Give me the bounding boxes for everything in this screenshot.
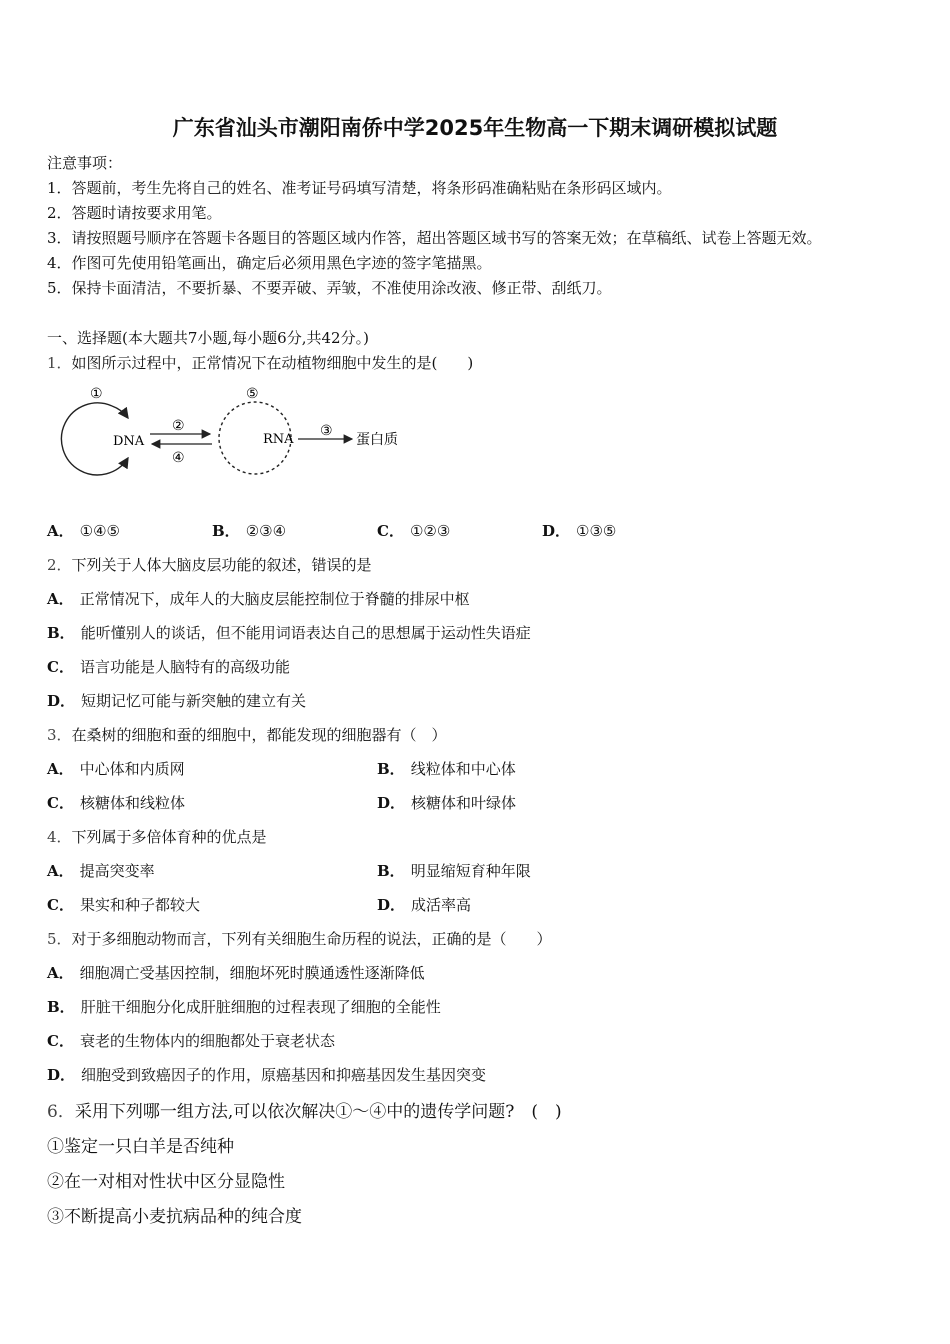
circle-4-label: ④ (172, 450, 185, 466)
circle-5-label: ⑤ (246, 386, 259, 402)
notice-item: 2．答题时请按要求用笔。 (47, 204, 222, 222)
question-6-item: ②在一对相对性状中区分显隐性 (47, 1172, 285, 1192)
dna-label: DNA (113, 434, 145, 449)
option-d[interactable]: D． 短期记忆可能与新突触的建立有关 (47, 692, 307, 710)
option-c[interactable]: C． ①②③ (377, 522, 451, 540)
rna-label: RNA (263, 432, 294, 447)
option-a[interactable]: A． 正常情况下，成年人的大脑皮层能控制位于脊髓的排尿中枢 (47, 590, 470, 608)
option-b[interactable]: B． 线粒体和中心体 (377, 760, 516, 778)
circle-3-label: ③ (320, 423, 333, 439)
question-2: 2．下列关于人体大脑皮层功能的叙述，错误的是 (47, 556, 372, 574)
notice-item: 3．请按照题号顺序在答题卡各题目的答题区域内作答，超出答题区域书写的答案无效；在草稿纸、试卷上答题无效。 (47, 229, 822, 247)
question-6-item: ①鉴定一只白羊是否纯种 (47, 1137, 234, 1157)
central-dogma-diagram (50, 378, 420, 488)
option-d[interactable]: D． ①③⑤ (542, 522, 617, 540)
question-stem: 如图所示过程中，正常情况下在动植物细胞中发生的是( ) (71, 354, 474, 372)
option-a[interactable]: A． 提高突变率 (47, 862, 155, 880)
question-number: 1． (47, 354, 72, 372)
option-a[interactable]: A． 中心体和内质网 (47, 760, 185, 778)
option-b[interactable]: B． 明显缩短育种年限 (377, 862, 531, 880)
option-b[interactable]: B． 能听懂别人的谈话，但不能用词语表达自己的思想属于运动性失语症 (47, 624, 531, 642)
protein-label: 蛋白质 (356, 432, 398, 448)
question-1 (47, 352, 473, 373)
option-c[interactable]: C． 果实和种子都较大 (47, 896, 200, 914)
option-c[interactable]: C． 衰老的生物体内的细胞都处于衰老状态 (47, 1032, 335, 1050)
option-a[interactable]: A． ①④⑤ (47, 522, 120, 540)
page-title: 广东省汕头市潮阳南侨中学2025年生物高一下期末调研模拟试题 (172, 116, 778, 140)
notice-item: 5．保持卡面清洁，不要折暴、不要弄破、弄皱，不准使用涂改液、修正带、刮纸刀。 (47, 279, 612, 297)
circle-2-label: ② (172, 418, 185, 434)
question-6: 6．采用下列哪一组方法,可以依次解决①～④中的遗传学问题? ( ) (47, 1102, 562, 1122)
notice-item: 4．作图可先使用铅笔画出，确定后必须用黑色字迹的签字笔描黑。 (47, 254, 492, 272)
option-c[interactable]: C． 语言功能是人脑特有的高级功能 (47, 658, 290, 676)
option-c[interactable]: C． 核糖体和线粒体 (47, 794, 185, 812)
circle-1-label: ① (90, 386, 103, 402)
question-4: 4．下列属于多倍体育种的优点是 (47, 828, 267, 846)
option-a[interactable]: A． 细胞凋亡受基因控制，细胞坏死时膜通透性逐渐降低 (47, 964, 425, 982)
question-6-item: ③不断提高小麦抗病品种的纯合度 (47, 1207, 302, 1227)
section-heading: 一、选择题(本大题共7小题,每小题6分,共42分。) (47, 329, 369, 347)
question-5: 5．对于多细胞动物而言，下列有关细胞生命历程的说法，正确的是（ ） (47, 930, 552, 948)
option-d[interactable]: D． 成活率高 (377, 896, 472, 914)
option-b[interactable]: B． 肝脏干细胞分化成肝脏细胞的过程表现了细胞的全能性 (47, 998, 441, 1016)
option-d[interactable]: D． 细胞受到致癌因子的作用，原癌基因和抑癌基因发生基因突变 (47, 1066, 487, 1084)
notice-item: 1．答题前，考生先将自己的姓名、准考证号码填写清楚，将条形码准确粘贴在条形码区域内。 (47, 179, 672, 197)
option-b[interactable]: B． ②③④ (212, 522, 287, 540)
question-3: 3．在桑树的细胞和蚕的细胞中，都能发现的细胞器有（ ） (47, 726, 447, 744)
option-d[interactable]: D． 核糖体和叶绿体 (377, 794, 517, 812)
notice-heading: 注意事项： (47, 154, 123, 172)
